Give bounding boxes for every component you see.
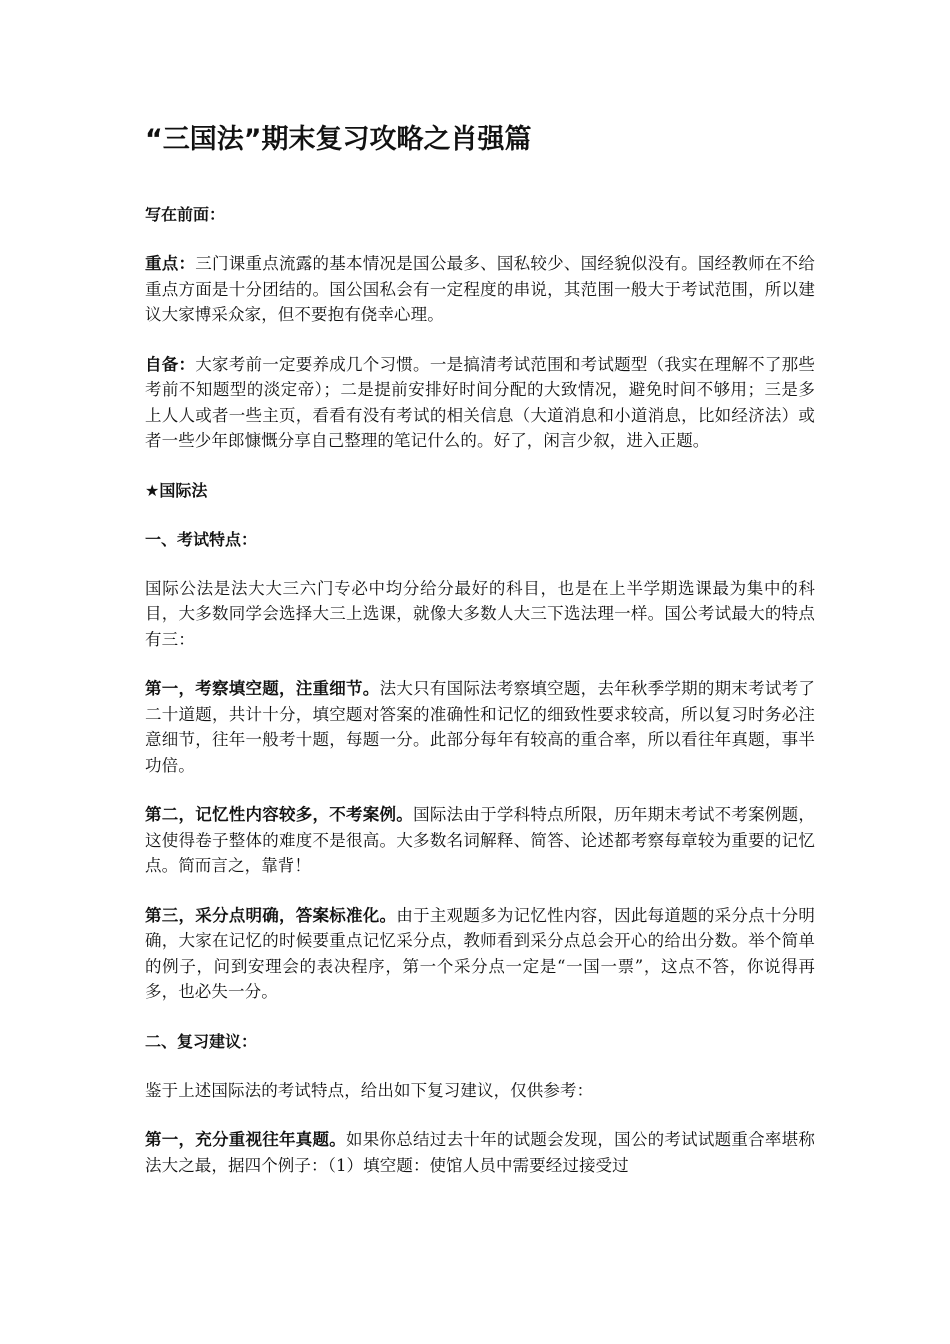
point-lead: 第一，考察填空题，注重细节。 [145,679,380,698]
part1-point-1 [145,676,815,778]
prep-text: 大家考前一定要养成几个习惯。一是搞清考试范围和考试题型（我实在理解不了那些考前不知题型的淡定帝）；二是提前安排好时间分配的大致情况，避免时间不够用；三是多上人人或者一些主页，看看有没有考试的相关信息（大道消息和小道消息，比如经济法）或者一些少年郎慷慨分享自己整理的笔记什么的。好了，闲言少叙，进入正题。 [145,354,815,450]
part1-point-3 [145,903,815,1005]
point-text: 如果你总结过去十年的试题会发现，国公的考试试题重合率堪称法大之最，据四个例子：（1）填空题：使馆人员中需要经过接受过 [145,1130,815,1175]
preface-heading: 写在前面： [145,205,226,224]
part2-heading: 二、复习建议： [145,1031,258,1051]
point-lead: 第二，记忆性内容较多，不考案例。 [145,805,414,824]
point-text: 法大只有国际法考察填空题，去年秋季学期的期末考试考了二十道题，共计十分，填空题对答案的准确性和记忆的细致性要求较高，所以复习时务必注意细节，往年一般考十题，每题一分。此部分每年有较高的重合率，所以看往年真题，事半功倍。 [145,679,815,775]
part2-point-1 [145,1127,815,1178]
document-title: “三国法”期末复习攻略之肖强篇 [145,124,532,155]
part1-intro: 国际公法是法大大三六门专必中均分给分最好的科目，也是在上半学期选课最为集中的科目，大多数同学会选择大三上选课，就像大多数人大三下选法理一样。国公考试最大的特点有三： [145,578,815,649]
star-icon: ★ [145,480,160,500]
focus-text: 三门课重点流露的基本情况是国公最多、国私较少、国经貌似没有。国经教师在不给重点方面是十分团结的。国公国私会有一定程度的串说，其范围一般大于考试范围，所以建议大家博采众家，但不要抱有侥幸心理。 [145,254,815,324]
part2-intro: 鉴于上述国际法的考试特点，给出如下复习建议，仅供参考： [145,1080,594,1100]
part1-heading: 一、考试特点： [145,529,258,549]
focus-paragraph [145,251,815,328]
prep-label: 自备： [145,354,196,374]
section-name: 国际法 [159,480,208,500]
point-text: 由于主观题多为记忆性内容，因此每道题的采分点十分明确，大家在记忆的时候要重点记忆采分点，教师看到采分点总会开心的给出分数。举个简单的例子，问到安理会的表决程序，第一个采分点一定是“一国一票”，这点不答，你说得再多，也必失一分。 [145,905,816,1001]
point-text: 国际法由于学科特点所限，历年期末考试不考案例题，这使得卷子整体的难度不是很高。大多数名词解释、简答、论述都考察每章较为重要的记忆点。简而言之，靠背！ [145,805,815,875]
part1-point-2 [145,802,815,879]
prep-paragraph [145,352,815,454]
document-body [145,118,815,1202]
section-heading [145,478,815,503]
focus-label: 重点： [145,254,196,273]
point-lead: 第三，采分点明确，答案标准化。 [145,905,397,925]
point-lead: 第一，充分重视往年真题。 [145,1130,347,1149]
